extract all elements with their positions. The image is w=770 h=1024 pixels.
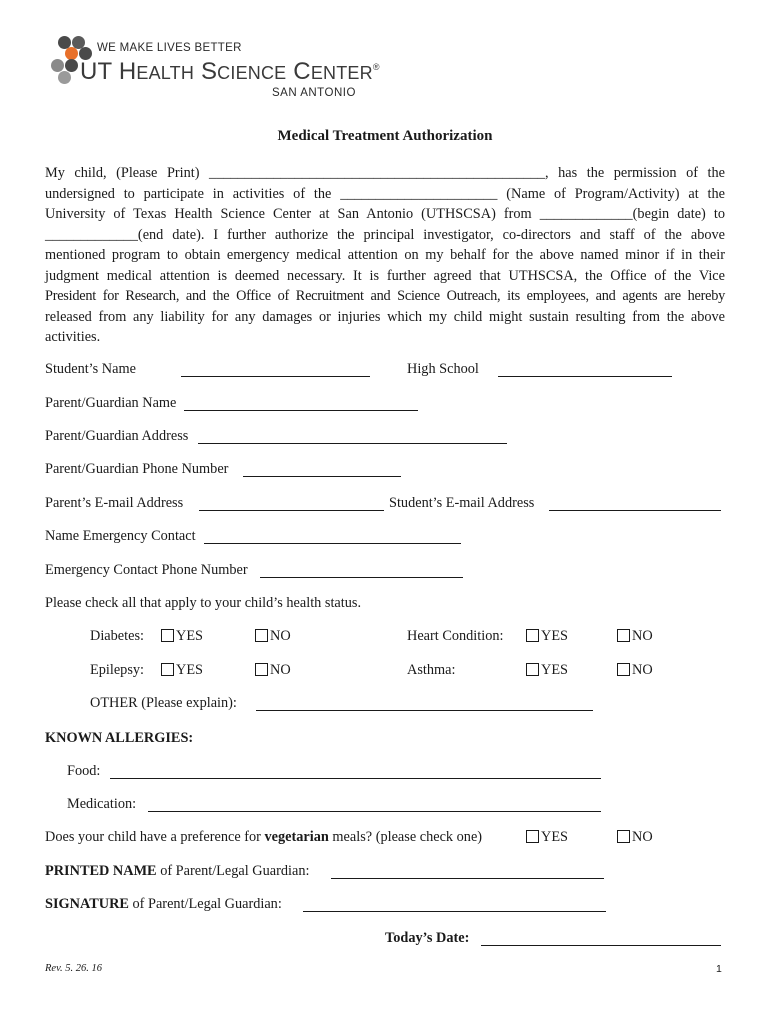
students-name-row <box>45 361 136 378</box>
asthma-yes-label: YES <box>541 662 569 678</box>
vegetarian-yes-checkbox[interactable] <box>526 830 539 843</box>
brand-c: C <box>293 58 311 85</box>
emergency-phone-field[interactable] <box>260 563 463 578</box>
asthma-no-checkbox[interactable] <box>617 663 630 676</box>
signature-field[interactable] <box>303 897 606 912</box>
diabetes-no <box>255 628 291 645</box>
vegetarian-no-checkbox[interactable] <box>617 830 630 843</box>
asthma-yes-checkbox[interactable] <box>526 663 539 676</box>
epilepsy-no-label: NO <box>270 662 291 678</box>
parent-phone-label: Parent/Guardian Phone Number <box>45 461 229 477</box>
parent-address-field[interactable] <box>198 429 507 444</box>
allergies-heading: KNOWN ALLERGIES: <box>45 730 194 746</box>
vegetarian-no <box>617 829 653 846</box>
food-label: Food: <box>67 763 101 779</box>
parent-email-label: Parent’s E-mail Address <box>45 495 184 511</box>
heart-no <box>617 628 653 645</box>
diabetes-label: Diabetes: <box>90 628 144 644</box>
asthma-label: Asthma: <box>407 662 456 678</box>
other-label: OTHER (Please explain): <box>90 695 237 711</box>
parent-name-field[interactable] <box>184 396 418 411</box>
students-name-label: Student’s Name <box>45 361 136 377</box>
epilepsy-no <box>255 662 291 679</box>
document-title: Medical Treatment Authorization <box>277 128 493 144</box>
diabetes-no-label: NO <box>270 628 291 644</box>
asthma-no <box>617 662 653 679</box>
heart-no-checkbox[interactable] <box>617 629 630 642</box>
vegetarian-bold: vegetarian <box>264 829 329 845</box>
signature-rest: of Parent/Legal Guardian: <box>132 896 282 912</box>
vegetarian-no-label: NO <box>632 829 653 845</box>
student-email-field[interactable] <box>549 496 721 511</box>
paragraph-line: released from any liability for any damages or injuries which my child might sustain resulting from the above <box>45 308 725 325</box>
page-number: 1 <box>716 963 722 975</box>
signature-bold: SIGNATURE <box>45 896 129 912</box>
vegetarian-prefix: Does your child have a preference for <box>45 829 261 845</box>
high-school-field[interactable] <box>498 362 672 377</box>
brand-cience: CIENCE <box>217 63 287 83</box>
vegetarian-yes-label: YES <box>541 829 569 845</box>
epilepsy-no-checkbox[interactable] <box>255 663 268 676</box>
paragraph-line: judgment medical attention is deemed necessary. It is further agreed that UTHSCSA, the Office of the Vice <box>45 267 725 284</box>
student-email-label: Student’s E-mail Address <box>389 495 535 511</box>
brand-ut: UT <box>80 58 112 85</box>
paragraph-line: University of Texas Health Science Center at San Antonio (UTHSCSA) from _____________(begin date) to <box>45 206 725 222</box>
medication-field[interactable] <box>148 797 601 812</box>
epilepsy-yes-label: YES <box>176 662 204 678</box>
brand-h: H <box>118 58 137 85</box>
food-field[interactable] <box>110 764 601 779</box>
paragraph-line: undersigned to participate in activities of the ______________________ (Name of Program/Activity) at the <box>45 185 725 202</box>
medication-label: Medication: <box>67 796 137 812</box>
parent-address-label: Parent/Guardian Address <box>45 428 189 444</box>
epilepsy-yes-checkbox[interactable] <box>161 663 174 676</box>
brand-ealth: EALTH <box>136 63 195 83</box>
paragraph-line: mentioned program to obtain emergency medical attention on my behalf for the above named minor if in their <box>45 247 725 263</box>
heart-yes-label: YES <box>541 628 569 644</box>
logo-dot-5 <box>51 59 64 72</box>
heart-yes-checkbox[interactable] <box>526 629 539 642</box>
asthma-yes <box>526 662 568 679</box>
diabetes-yes-label: YES <box>176 628 204 644</box>
health-prompt: Please check all that apply to your child’s health status. <box>45 595 362 611</box>
parent-phone-field[interactable] <box>243 462 401 477</box>
printed-name-row <box>45 863 309 880</box>
logo-tagline: WE MAKE LIVES BETTER <box>97 42 242 54</box>
logo-dot-7 <box>58 71 71 84</box>
registered-mark: ® <box>372 62 380 72</box>
emergency-name-field[interactable] <box>204 529 461 544</box>
printed-name-bold: PRINTED NAME <box>45 863 157 879</box>
other-field[interactable] <box>256 696 593 711</box>
revision-note: Rev. 5. 26. 16 <box>45 963 102 974</box>
epilepsy-label: Epilepsy: <box>90 662 145 678</box>
vegetarian-yes <box>526 829 568 846</box>
students-name-field[interactable] <box>181 362 370 377</box>
logo-dot-6 <box>65 59 78 72</box>
vegetarian-suffix: meals? (please check one) <box>332 829 483 845</box>
printed-name-rest: of Parent/Legal Guardian: <box>160 863 310 879</box>
diabetes-yes <box>161 628 203 645</box>
logo-location: SAN ANTONIO <box>272 87 356 99</box>
paragraph-line: activities. <box>45 329 101 345</box>
emergency-phone-label: Emergency Contact Phone Number <box>45 562 248 578</box>
epilepsy-yes <box>161 662 203 679</box>
paragraph-line: President for Research, and the Office of Recruitment and Science Outreach, its employees, and agents are hereby <box>45 288 725 304</box>
vegetarian-question <box>45 829 482 846</box>
todays-date-field[interactable] <box>481 931 721 946</box>
parent-email-field[interactable] <box>199 496 384 511</box>
paragraph-line: My child, (Please Print) _______________________________________________, has the permission of the <box>45 165 725 181</box>
parent-name-label: Parent/Guardian Name <box>45 395 177 411</box>
heart-yes <box>526 628 568 645</box>
authorization-paragraph <box>45 163 725 348</box>
logo-wordmark <box>80 58 380 86</box>
heart-no-label: NO <box>632 628 653 644</box>
emergency-name-label: Name Emergency Contact <box>45 528 196 544</box>
brand-s: S <box>200 58 218 85</box>
brand-enter: ENTER <box>310 63 373 83</box>
todays-date-label: Today’s Date: <box>385 930 470 946</box>
paragraph-line: _____________(end date). I further authorize the principal investigator, co-directors and staff of the above <box>45 226 725 243</box>
asthma-no-label: NO <box>632 662 653 678</box>
signature-row <box>45 896 282 913</box>
heart-label: Heart Condition: <box>407 628 504 644</box>
diabetes-yes-checkbox[interactable] <box>161 629 174 642</box>
printed-name-field[interactable] <box>331 864 604 879</box>
diabetes-no-checkbox[interactable] <box>255 629 268 642</box>
high-school-label: High School <box>407 361 479 377</box>
